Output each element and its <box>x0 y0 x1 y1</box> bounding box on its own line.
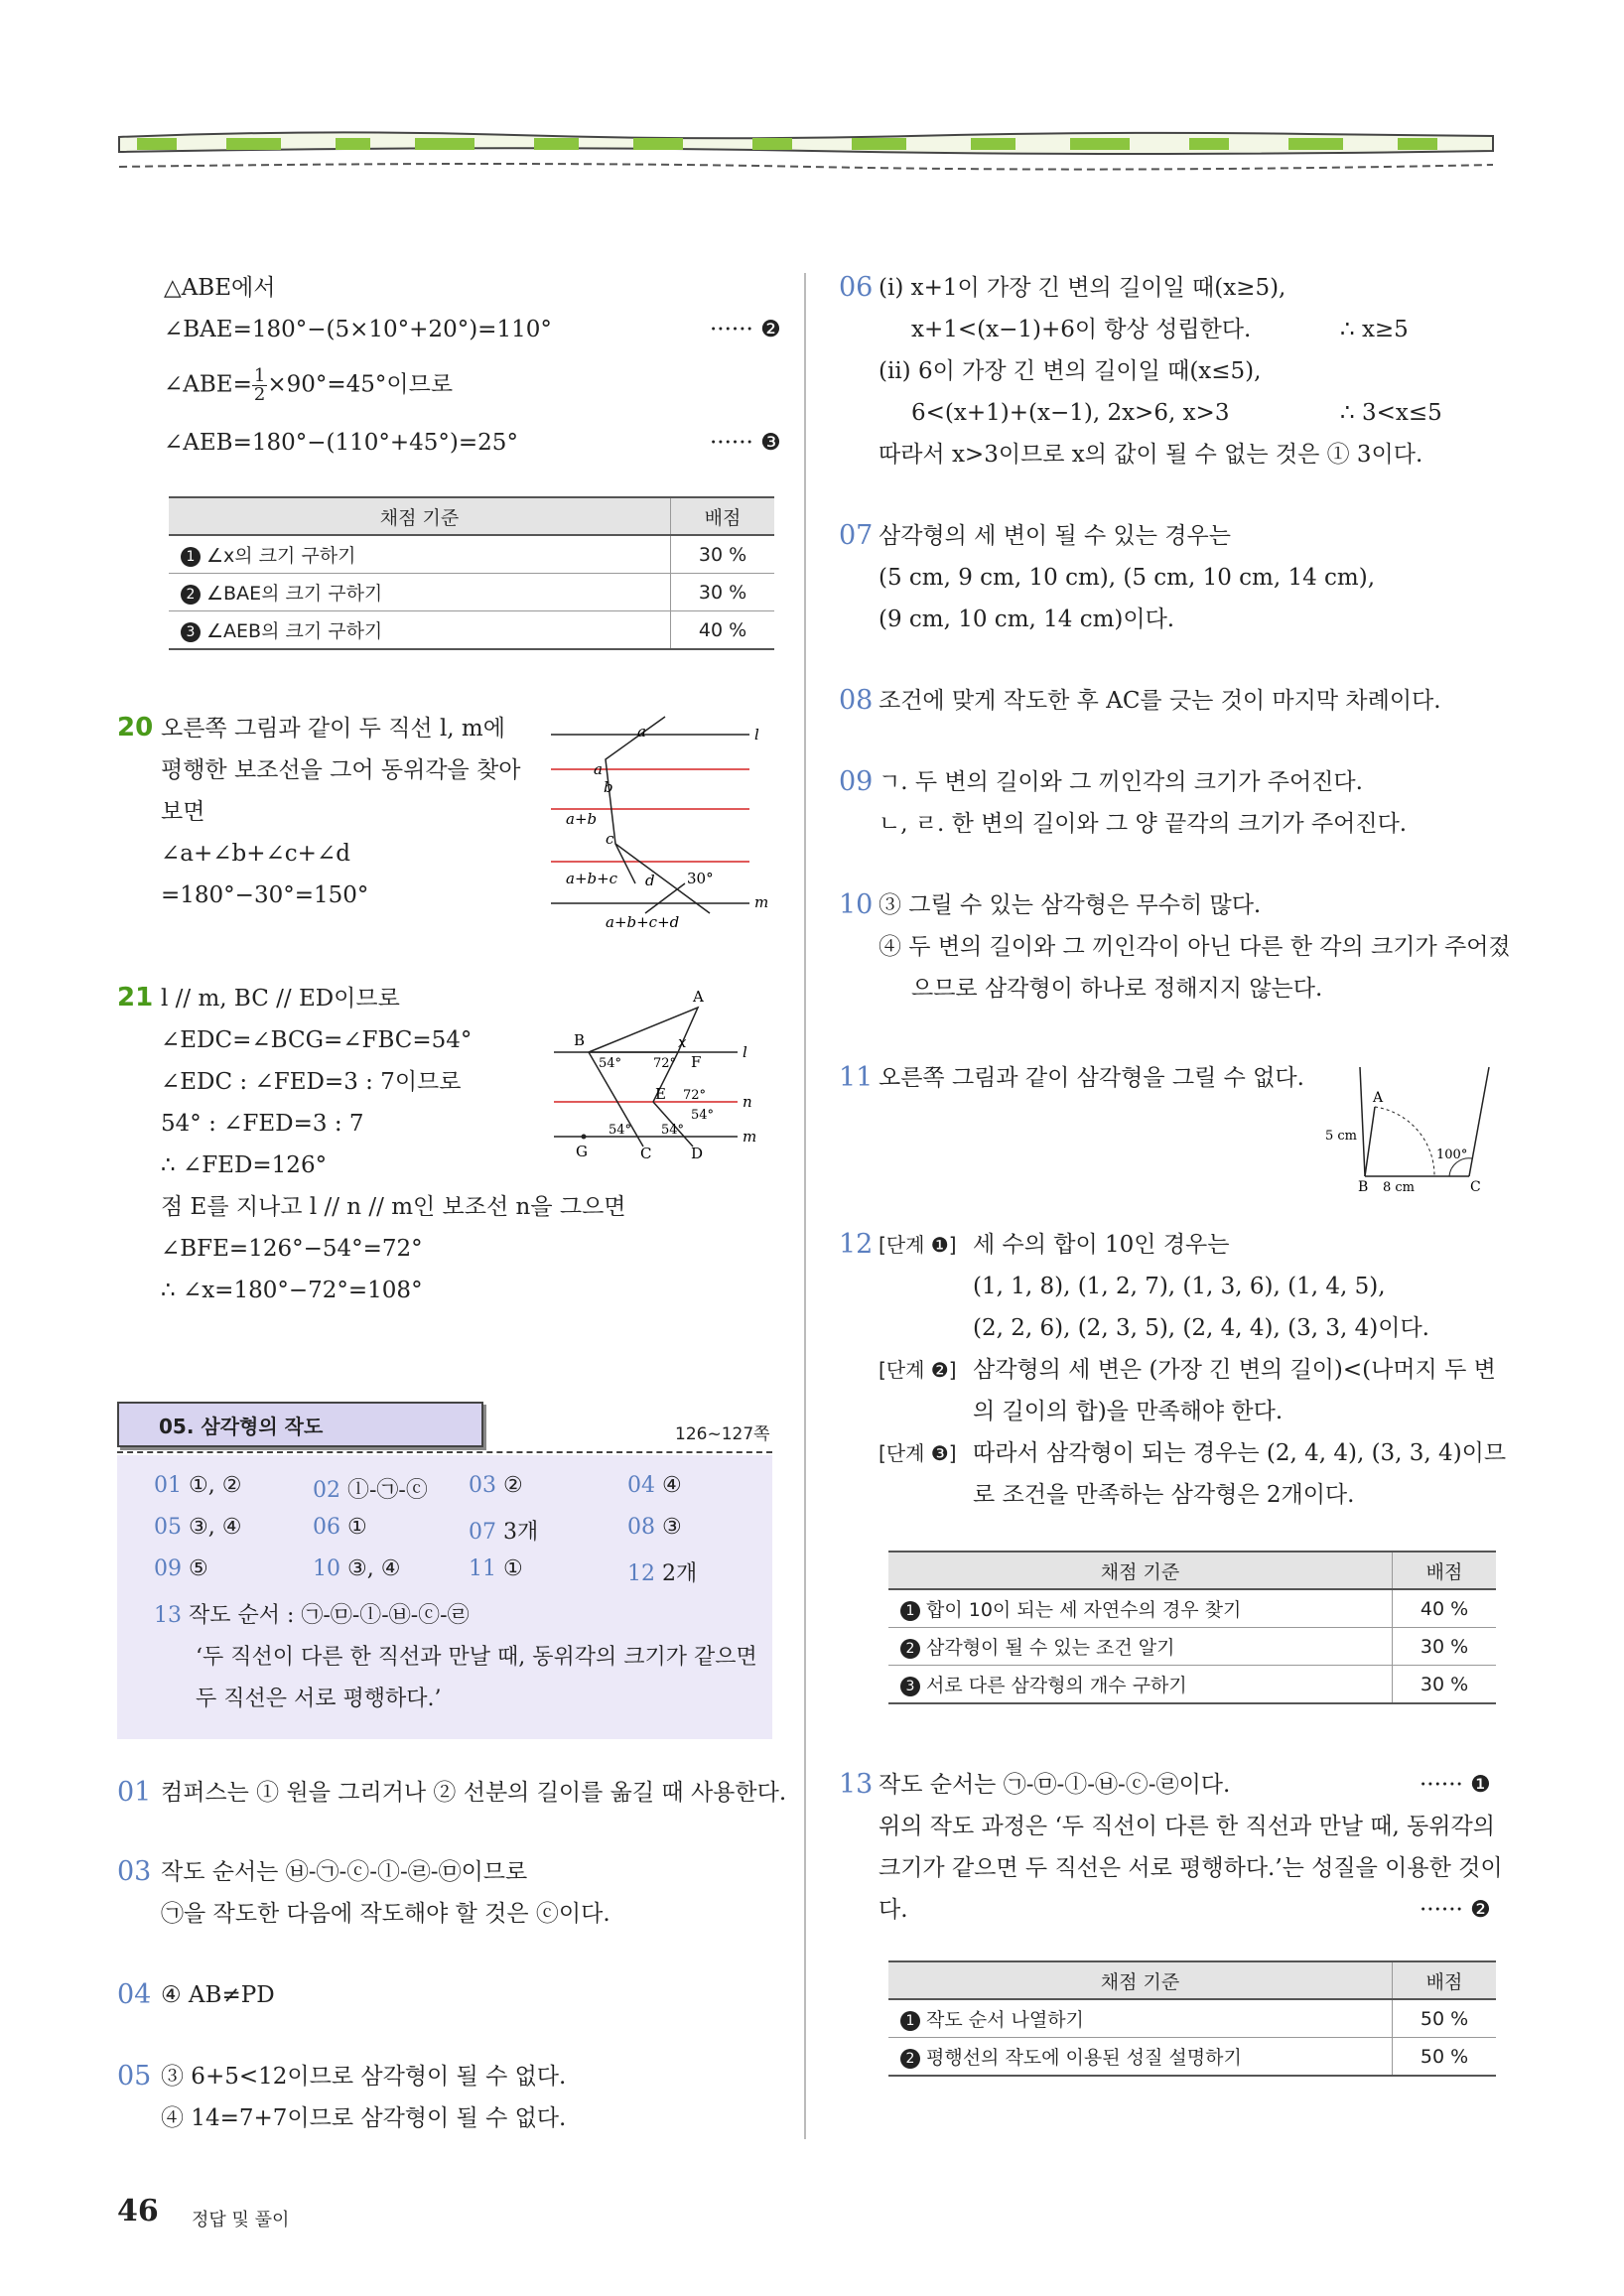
answer-04 <box>627 1473 682 1498</box>
answer-02 <box>313 1473 428 1504</box>
fig20-m: m <box>754 893 769 911</box>
fig21-D: D <box>691 1145 704 1161</box>
rubric-score: 30 % <box>671 574 775 611</box>
fig20-b: b <box>604 778 613 796</box>
p21-line3: ∠EDC : ∠FED=3 : 7이므로 <box>161 1069 462 1095</box>
circle-number: 2 <box>900 2049 920 2069</box>
fig21-E: E <box>655 1085 666 1103</box>
expl-number-06: 06 <box>839 272 874 303</box>
e11-text: 오른쪽 그림과 같이 삼각형을 그릴 수 없다. <box>879 1065 1304 1091</box>
expl-number-11: 11 <box>839 1062 874 1093</box>
answer-number: 10 <box>313 1556 340 1581</box>
answer-value: ⓛ-㉠-ⓒ <box>347 1478 428 1503</box>
frac-den: 2 <box>253 384 266 405</box>
answer-value: ① <box>347 1515 367 1540</box>
fig21-B: B <box>574 1031 586 1049</box>
fraction <box>252 367 267 404</box>
e06-line4: (ⅱ) 6이 가장 긴 변의 길이일 때(x≤5), <box>879 358 1262 384</box>
rubric-header: 채점 기준 <box>888 1961 1393 1999</box>
fig20-d: d <box>645 872 655 889</box>
rubric-text: ∠BAE의 크기 구하기 <box>206 583 383 605</box>
table-row <box>169 535 774 574</box>
answer-value: ② <box>503 1473 523 1498</box>
fig20-c: c <box>606 830 614 848</box>
answer-number: 04 <box>627 1473 655 1498</box>
answer-number: 01 <box>154 1473 182 1498</box>
rubric-score: 40 % <box>1393 1589 1497 1628</box>
e13-mark2: ······ ❷ <box>1420 1897 1491 1923</box>
rubric-header-score: 배점 <box>671 497 775 535</box>
answer-05 <box>154 1515 241 1540</box>
answer-number: 03 <box>469 1473 496 1498</box>
fig11-8cm: 8 cm <box>1383 1180 1416 1195</box>
e10-line1: ③ 그릴 수 있는 삼각형은 무수히 많다. <box>879 892 1262 918</box>
expl-03-line2: ㉠을 작도한 다음에 작도해야 할 것은 ⓒ이다. <box>161 1901 610 1927</box>
circle-number: 3 <box>181 622 201 642</box>
circle-number: 1 <box>900 2011 920 2031</box>
expl-number-08: 08 <box>839 685 874 716</box>
answer-09 <box>154 1556 208 1581</box>
p19-mark2: ······ ❷ <box>710 317 781 342</box>
rubric-header: 채점 기준 <box>169 497 671 535</box>
e10-line3: 으므로 삼각형이 하나로 정해지지 않는다. <box>911 976 1323 1002</box>
answer-value: 2개 <box>662 1561 698 1586</box>
section-pages: 126~127쪽 <box>675 1424 770 1444</box>
answer-11 <box>469 1556 523 1581</box>
fig11-A: A <box>1373 1090 1384 1106</box>
p19-line2: ∠BAE=180°−(5×10°+20°)=110° <box>164 317 552 342</box>
rubric-text: 평행선의 작도에 이용된 성질 설명하기 <box>926 2047 1242 2069</box>
e12-step2-label: [단계 ❷] <box>879 1358 957 1382</box>
fig11-B: B <box>1358 1179 1369 1195</box>
p19-line1: △ABE에서 <box>164 275 276 301</box>
fig20-a: a <box>637 723 646 741</box>
answer-number: 11 <box>469 1556 496 1581</box>
rubric-text: 작도 순서 나열하기 <box>926 2009 1084 2031</box>
fig21-54c: 54° <box>609 1123 632 1138</box>
e06-line2: x+1<(x−1)+6이 항상 성립한다. <box>911 317 1252 342</box>
rubric-header-score: 배점 <box>1393 1552 1497 1589</box>
fig21-C: C <box>640 1145 652 1161</box>
p21-line7: ∠BFE=126°−54°=72° <box>161 1236 423 1262</box>
problem-number-21: 21 <box>117 983 154 1013</box>
fig21-m: m <box>743 1128 757 1146</box>
answer-number: 05 <box>154 1515 182 1540</box>
answer-value: ①, ② <box>189 1473 242 1498</box>
e13-line3: 크기가 같으면 두 직선은 서로 평행하다.’는 성질을 이용한 것이 <box>879 1855 1503 1881</box>
e13-line4: 다. <box>879 1897 908 1923</box>
table-row <box>888 1628 1496 1666</box>
rubric-score: 30 % <box>1393 1666 1497 1704</box>
p21-line8: ∴ ∠x=180°−72°=108° <box>161 1278 423 1303</box>
answer-01 <box>154 1473 241 1498</box>
e12-step2-b: 의 길이의 합)을 만족해야 한다. <box>973 1399 1284 1424</box>
answer-number: 08 <box>627 1515 655 1540</box>
answer-value: ③, ④ <box>347 1556 401 1581</box>
fig21-54d: 54° <box>661 1123 685 1138</box>
p19-line4: ∠AEB=180°−(110°+45°)=25° <box>164 430 518 456</box>
p21-line4: 54° : ∠FED=3 : 7 <box>161 1111 364 1137</box>
e07-line2: (5 cm, 9 cm, 10 cm), (5 cm, 10 cm, 14 cm), <box>879 565 1376 591</box>
rubric-header: 채점 기준 <box>888 1552 1393 1589</box>
circle-number: 2 <box>181 585 201 605</box>
fig21-n: n <box>743 1093 752 1111</box>
expl-number-10: 10 <box>839 889 874 920</box>
expl-number-01: 01 <box>117 1777 152 1808</box>
fig11-5cm: 5 cm <box>1325 1129 1358 1144</box>
answer-value: ③ <box>662 1515 682 1540</box>
e12-step2-a: 삼각형의 세 변은 (가장 긴 변의 길이)<(나머지 두 변 <box>973 1357 1496 1383</box>
table-row <box>169 574 774 611</box>
rubric-score: 40 % <box>671 611 775 650</box>
answer-number: 07 <box>469 1520 496 1545</box>
fig20-l: l <box>754 726 759 743</box>
e09-line1: ㄱ. 두 변의 길이와 그 끼인각의 크기가 주어진다. <box>879 769 1363 795</box>
frac-num: 1 <box>253 365 266 386</box>
p20-line1: 오른쪽 그림과 같이 두 직선 l, m에 <box>161 716 505 742</box>
answer-value: ⑤ <box>189 1556 208 1581</box>
e12-step3-label: [단계 ❸] <box>879 1441 957 1465</box>
answer-number: 12 <box>627 1561 655 1586</box>
e12-step1-b: (1, 1, 8), (1, 2, 7), (1, 3, 6), (1, 4, 5), <box>973 1274 1386 1299</box>
e06-line3: ∴ x≥5 <box>1340 317 1409 342</box>
answer-13-quote2: 두 직선은 서로 평행하다.’ <box>196 1687 442 1711</box>
answer-value: ④ <box>662 1473 682 1498</box>
eq-sign: = <box>232 371 252 398</box>
e12-step1-a: 세 수의 합이 10인 경우는 <box>973 1232 1230 1258</box>
e06-line7: 따라서 x>3이므로 x의 값이 될 수 없는 것은 ① 3이다. <box>879 442 1423 468</box>
figure-20 <box>546 715 774 933</box>
figure-21 <box>544 988 772 1161</box>
e06-line5: 6<(x+1)+(x−1), 2x>6, x>3 <box>911 400 1230 426</box>
rubric-score: 30 % <box>671 535 775 574</box>
circle-number: 1 <box>900 1601 920 1621</box>
rubric-table-2 <box>888 1551 1496 1704</box>
fig21-G: G <box>576 1143 588 1160</box>
answer-10 <box>313 1556 400 1581</box>
fig21-x: x <box>678 1033 687 1051</box>
e10-line2: ④ 두 변의 길이와 그 끼인각이 아닌 다른 한 각의 크기가 주어졌 <box>879 934 1511 960</box>
expl-03-line1: 작도 순서는 ㉥-㉠-ⓒ-ⓛ-㉣-㉤이므로 <box>161 1859 528 1885</box>
rubric-header-score: 배점 <box>1393 1961 1497 1999</box>
expl-04-text: ④ AB≠PD <box>161 1982 275 2008</box>
answer-number: 02 <box>313 1478 340 1503</box>
e06-line1: (ⅰ) x+1이 가장 긴 변의 길이일 때(x≥5), <box>879 275 1286 301</box>
answer-08 <box>627 1515 682 1540</box>
rubric-score: 50 % <box>1393 2038 1497 2077</box>
answer-number: 13 <box>154 1603 182 1628</box>
answer-12 <box>627 1556 697 1587</box>
p21-line5: ∴ ∠FED=126° <box>161 1152 328 1178</box>
rubric-text: 삼각형이 될 수 있는 조건 알기 <box>926 1637 1175 1659</box>
p19-line3-rest: ×90°=45°이므로 <box>267 371 454 398</box>
fig20-abc: a+b+c <box>566 870 618 887</box>
p19-mark3: ······ ❸ <box>710 430 781 456</box>
fig11-C: C <box>1470 1179 1481 1195</box>
fig20-30: 30° <box>687 870 714 887</box>
header-stripe <box>117 127 1497 177</box>
footer-label: 정답 및 풀이 <box>192 2210 290 2230</box>
table-row <box>888 1666 1496 1704</box>
e08-text: 조건에 맞게 작도한 후 AC를 긋는 것이 마지막 차례이다. <box>879 688 1441 714</box>
section-title: 05. 삼각형의 작도 <box>159 1415 324 1438</box>
p21-line1: l // m, BC // ED이므로 <box>161 986 400 1012</box>
rubric-text: ∠AEB의 크기 구하기 <box>206 620 383 642</box>
e09-line2: ㄴ, ㄹ. 한 변의 길이와 그 양 끝각의 크기가 주어진다. <box>879 811 1408 837</box>
e13-line1: 작도 순서는 ㉠-㉤-ⓛ-㉥-ⓒ-㉣이다. <box>879 1772 1231 1798</box>
fig20-a2: a <box>594 760 603 778</box>
table-row <box>888 2038 1496 2077</box>
abe-prefix: ∠ABE <box>164 371 233 398</box>
fig21-72b: 72° <box>683 1088 707 1103</box>
rubric-table-3 <box>888 1960 1496 2077</box>
answer-number: 06 <box>313 1515 340 1540</box>
e06-line6: ∴ 3<x≤5 <box>1340 400 1442 426</box>
fig21-54a: 54° <box>599 1056 622 1071</box>
rubric-score: 30 % <box>1393 1628 1497 1666</box>
answer-value: ③, ④ <box>189 1515 242 1540</box>
answer-13-quote1: ‘두 직선이 다른 한 직선과 만날 때, 동위각의 크기가 같으면 <box>196 1645 757 1670</box>
p20-line4: ∠a+∠b+∠c+∠d <box>161 841 350 867</box>
answer-value: 3개 <box>503 1520 539 1545</box>
e12-step1-c: (2, 2, 6), (2, 3, 5), (2, 4, 4), (3, 3, 4)이다. <box>973 1315 1429 1341</box>
table-row <box>888 1999 1496 2038</box>
section-dash-line <box>117 1451 772 1453</box>
expl-01-text: 컴퍼스는 ① 원을 그리거나 ② 선분의 길이를 옮길 때 사용한다. <box>161 1780 787 1806</box>
rubric-text: ∠x의 크기 구하기 <box>206 545 356 567</box>
e07-line3: (9 cm, 10 cm, 14 cm)이다. <box>879 607 1175 632</box>
rubric-text: 서로 다른 삼각형의 개수 구하기 <box>926 1675 1187 1696</box>
expl-number-09: 09 <box>839 766 874 797</box>
fig21-54b: 54° <box>691 1108 715 1123</box>
p19-line3 <box>164 367 453 404</box>
figure-11 <box>1325 1062 1504 1196</box>
fig11-100: 100° <box>1436 1148 1468 1162</box>
problem-number-20: 20 <box>117 713 154 743</box>
circle-number: 1 <box>181 547 201 567</box>
e12-step1-label: [단계 ❶] <box>879 1233 957 1257</box>
table-row <box>888 1589 1496 1628</box>
rubric-text: 합이 10이 되는 세 자연수의 경우 찾기 <box>926 1599 1242 1621</box>
page-number: 46 <box>117 2194 159 2228</box>
fig21-l: l <box>743 1043 747 1061</box>
e13-line2: 위의 작도 과정은 ‘두 직선이 다른 한 직선과 만날 때, 동위각의 <box>879 1814 1495 1839</box>
p21-line6: 점 E를 지나고 l // n // m인 보조선 n을 그으면 <box>161 1194 626 1220</box>
e12-step3-b: 로 조건을 만족하는 삼각형은 2개이다. <box>973 1482 1355 1508</box>
expl-number-07: 07 <box>839 520 874 551</box>
answer-value: 작도 순서 : ㉠-㉤-ⓛ-㉥-ⓒ-㉣ <box>189 1603 470 1628</box>
expl-number-05: 05 <box>117 2061 152 2092</box>
expl-number-12: 12 <box>839 1229 874 1260</box>
fig21-A: A <box>693 988 704 1006</box>
expl-number-13: 13 <box>839 1769 874 1800</box>
e13-mark1: ······ ❶ <box>1420 1772 1491 1798</box>
column-divider <box>804 273 806 2139</box>
answer-number: 09 <box>154 1556 182 1581</box>
rubric-score: 50 % <box>1393 1999 1497 2038</box>
e12-step3-a: 따라서 삼각형이 되는 경우는 (2, 4, 4), (3, 3, 4)이므 <box>973 1440 1507 1466</box>
p20-line2: 평행한 보조선을 그어 동위각을 찾아 <box>161 757 521 783</box>
expl-05-line1: ③ 6+5<12이므로 삼각형이 될 수 없다. <box>161 2064 567 2090</box>
e07-line1: 삼각형의 세 변이 될 수 있는 경우는 <box>879 523 1231 549</box>
p20-line5: =180°−30°=150° <box>161 882 369 908</box>
expl-05-line2: ④ 14=7+7이므로 삼각형이 될 수 없다. <box>161 2105 567 2131</box>
expl-number-03: 03 <box>117 1856 152 1887</box>
answer-03 <box>469 1473 523 1498</box>
circle-number: 3 <box>900 1677 920 1696</box>
p20-line3: 보면 <box>161 799 205 825</box>
answer-07 <box>469 1515 538 1546</box>
fig20-ab: a+b <box>566 810 598 828</box>
expl-number-04: 04 <box>117 1979 152 2010</box>
answer-06 <box>313 1515 367 1540</box>
p21-line2: ∠EDC=∠BCG=∠FBC=54° <box>161 1027 473 1053</box>
answer-value: ① <box>503 1556 523 1581</box>
fig21-72a: 72° <box>653 1056 677 1071</box>
fig21-F: F <box>691 1053 702 1071</box>
table-row <box>169 611 774 650</box>
fig20-abcd: a+b+c+d <box>606 913 680 931</box>
circle-number: 2 <box>900 1639 920 1659</box>
rubric-table-1 <box>169 496 774 650</box>
answer-13 <box>154 1598 470 1629</box>
